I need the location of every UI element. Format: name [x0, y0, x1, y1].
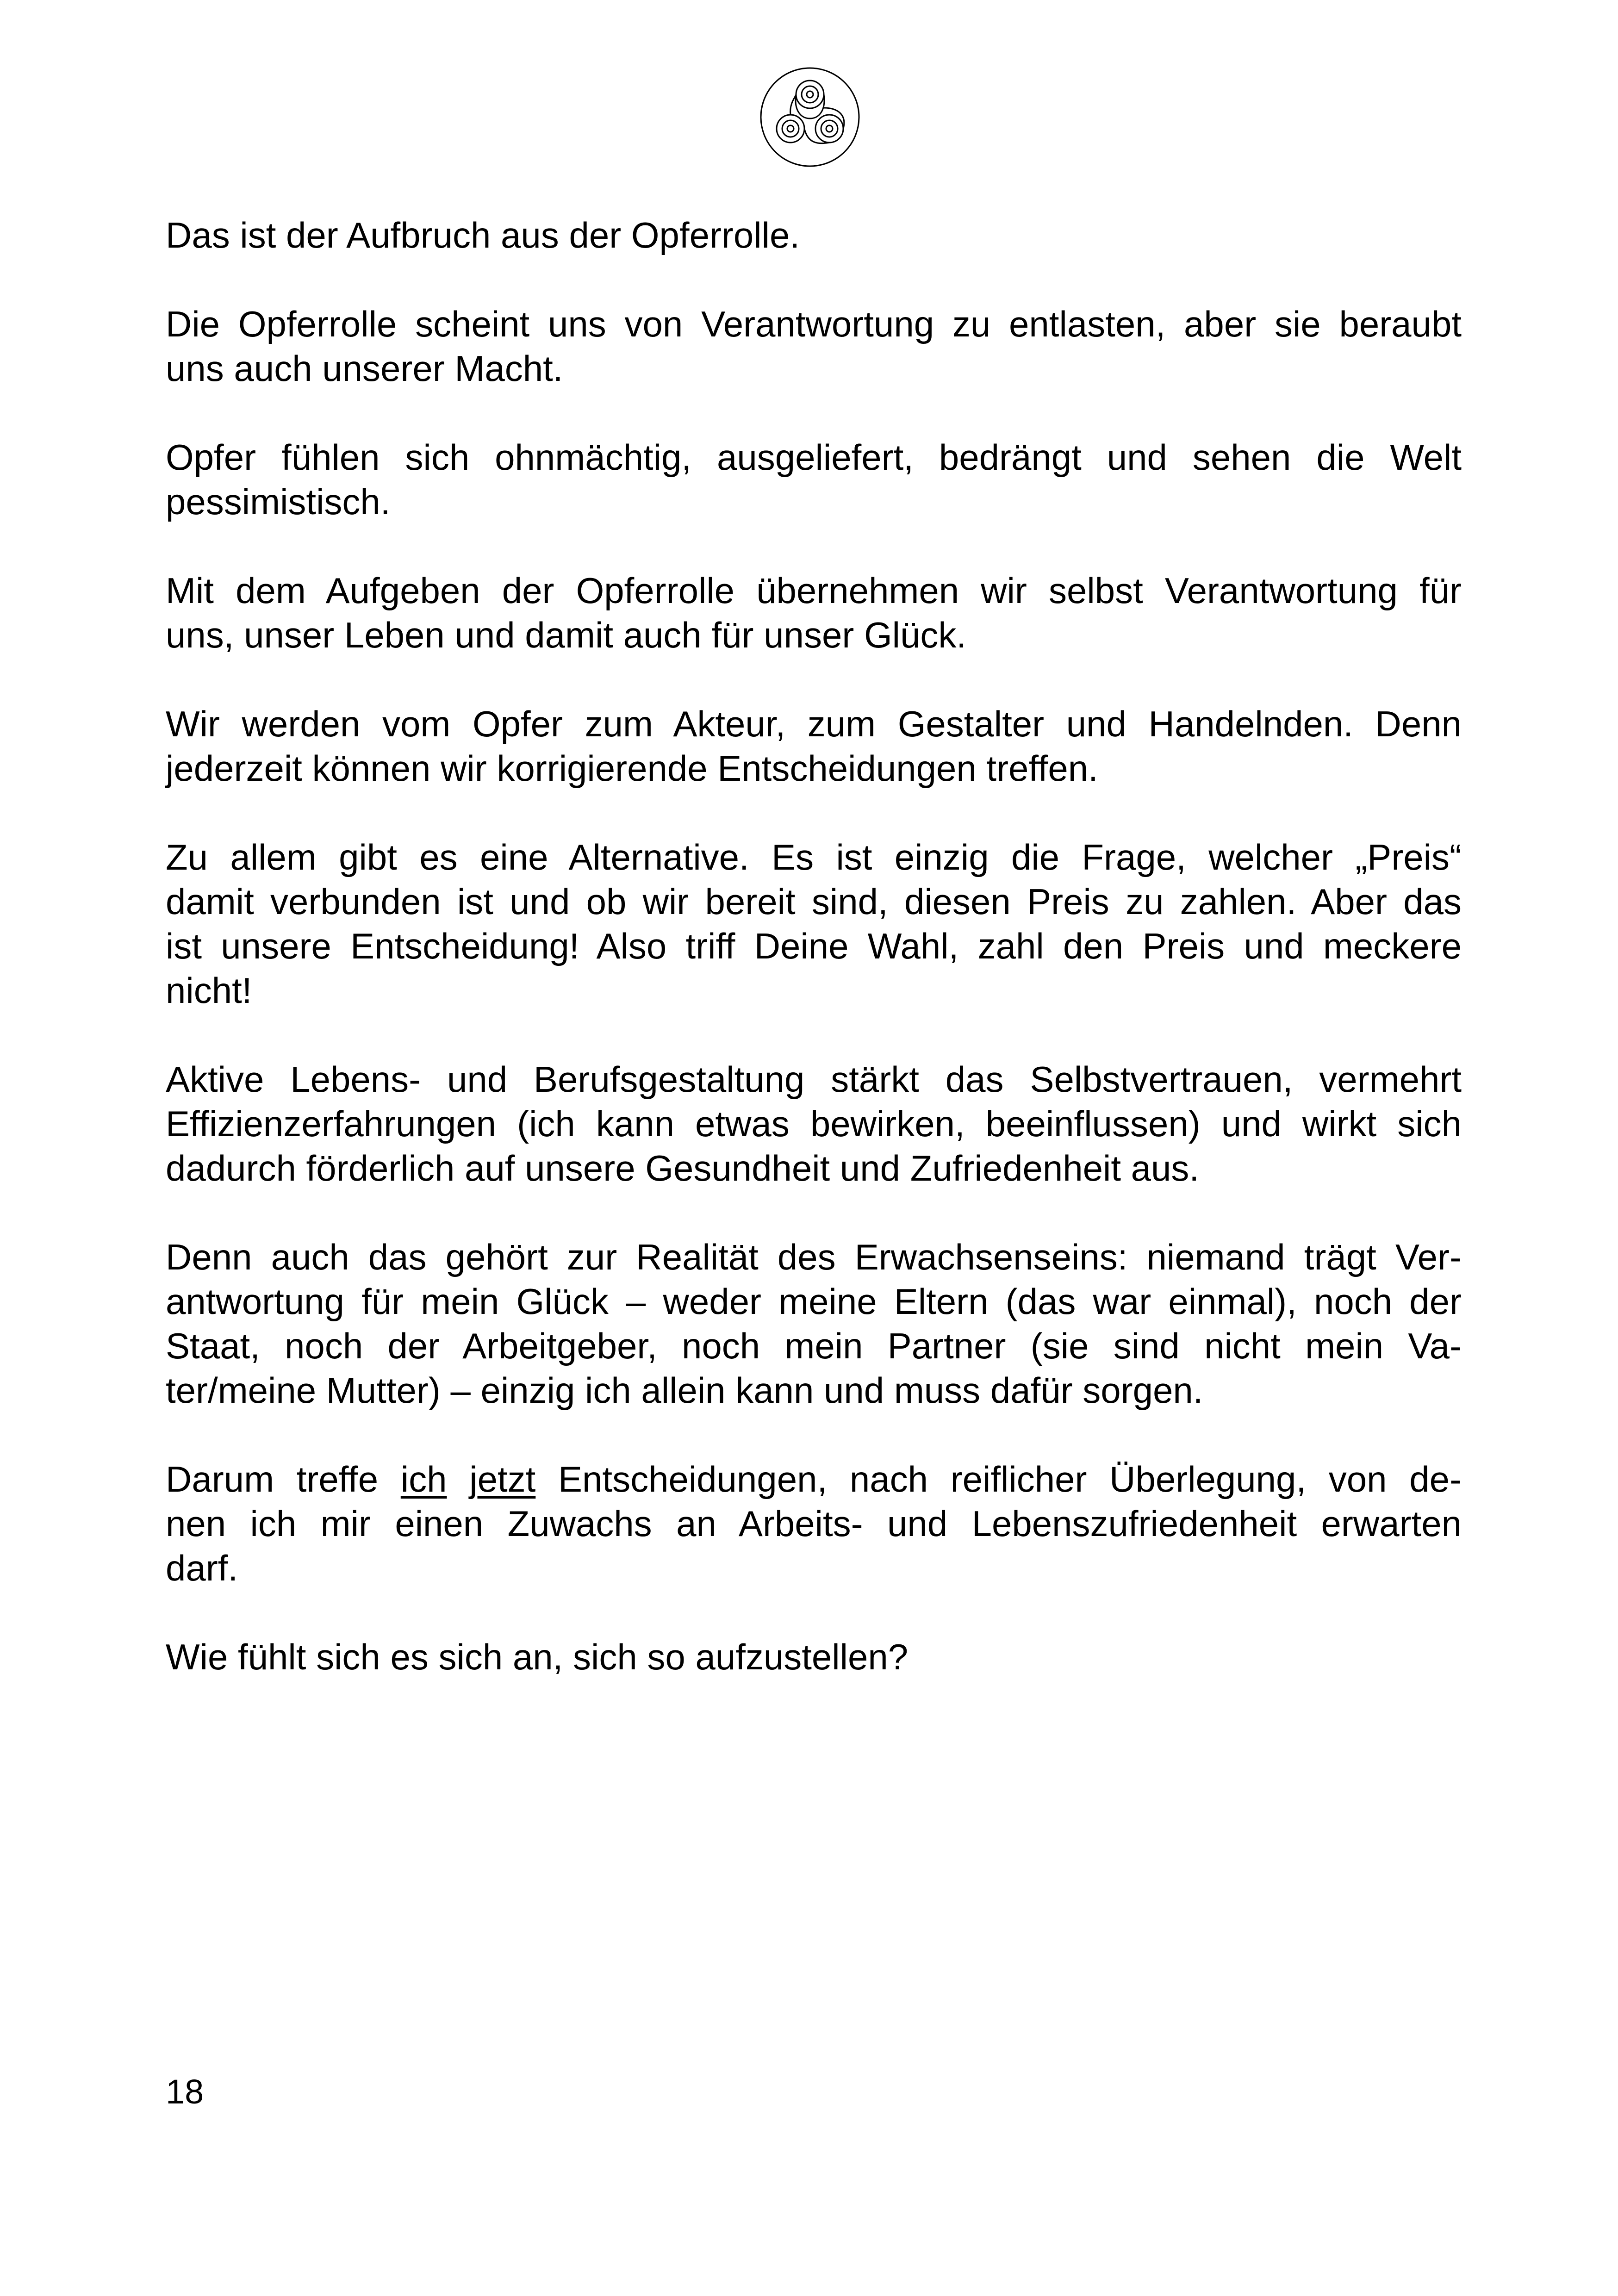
text-run — [447, 1459, 470, 1500]
text-run: Darum treffe — [166, 1459, 401, 1500]
text-line: Opfer fühlen sich ohnmächtig, ausgeliefert, bedrängt und sehen die Welt — [166, 437, 1462, 478]
paragraph-10 — [166, 1635, 1462, 1679]
text-line: Wie fühlt sich es sich an, sich so aufzustellen? — [166, 1636, 909, 1677]
text-line: ist unsere Entscheidung! Also triff Deine Wahl, zahl den Preis und meckere — [166, 926, 1462, 966]
text-line: antwortung für mein Glück – weder meine Eltern (das war einmal), noch der — [166, 1281, 1462, 1322]
text-line — [166, 1457, 1462, 1501]
triskele-icon — [757, 64, 863, 170]
text-line: Effizienzerfahrungen (ich kann etwas bewirken, beeinflussen) und wirkt sich — [166, 1103, 1462, 1144]
paragraph-7 — [166, 1057, 1462, 1190]
paragraph-5 — [166, 702, 1462, 790]
text-line: Denn auch das gehört zur Realität des Erwachsenseins: niemand trägt Ver- — [166, 1237, 1462, 1277]
text-line: Mit dem Aufgeben der Opferrolle übernehmen wir selbst Verantwortung für — [166, 570, 1462, 611]
paragraph-1 — [166, 213, 1462, 257]
text-line: ter/meine Mutter) – einzig ich allein kann und muss dafür sorgen. — [166, 1370, 1203, 1411]
page-number: 18 — [166, 2072, 204, 2111]
text-line: pessimistisch. — [166, 481, 391, 522]
text-line: Aktive Lebens- und Berufsgestaltung stärkt das Selbstvertrauen, vermehrt — [166, 1059, 1462, 1100]
text-line: uns auch unserer Macht. — [166, 348, 563, 389]
text-line: damit verbunden ist und ob wir bereit sind, diesen Preis zu zahlen. Aber das — [166, 881, 1462, 922]
text-line: Wir werden vom Opfer zum Akteur, zum Gestalter und Handelnden. Denn — [166, 703, 1462, 744]
paragraph-6 — [166, 835, 1462, 1013]
text-line: darf. — [166, 1548, 238, 1588]
paragraph-3 — [166, 435, 1462, 524]
paragraph-9 — [166, 1457, 1462, 1590]
text-line: Zu allem gibt es eine Alternative. Es ist einzig die Frage, welcher „Preis“ — [166, 837, 1462, 877]
text-run: Entscheidungen, nach reiflicher Überlegung, von de- — [535, 1459, 1462, 1500]
paragraph-4 — [166, 568, 1462, 657]
text-line: jederzeit können wir korrigierende Entscheidungen treffen. — [166, 748, 1098, 789]
text-line: Das ist der Aufbruch aus der Opferrolle. — [166, 215, 800, 255]
paragraph-2 — [166, 302, 1462, 391]
text-line: Die Opferrolle scheint uns von Verantwortung zu entlasten, aber sie beraubt — [166, 304, 1462, 344]
document-body — [166, 213, 1462, 1724]
underlined-word: ich — [400, 1459, 447, 1500]
text-line: nen ich mir einen Zuwachs an Arbeits- und Lebenszufriedenheit erwarten — [166, 1503, 1462, 1544]
text-line: dadurch förderlich auf unsere Gesundheit und Zufriedenheit aus. — [166, 1148, 1200, 1188]
text-line: Staat, noch der Arbeitgeber, noch mein Partner (sie sind nicht mein Va- — [166, 1325, 1462, 1366]
text-line: nicht! — [166, 970, 252, 1011]
text-line: uns, unser Leben und damit auch für unser Glück. — [166, 615, 967, 655]
paragraph-8 — [166, 1235, 1462, 1412]
underlined-word: jetzt — [469, 1459, 536, 1500]
